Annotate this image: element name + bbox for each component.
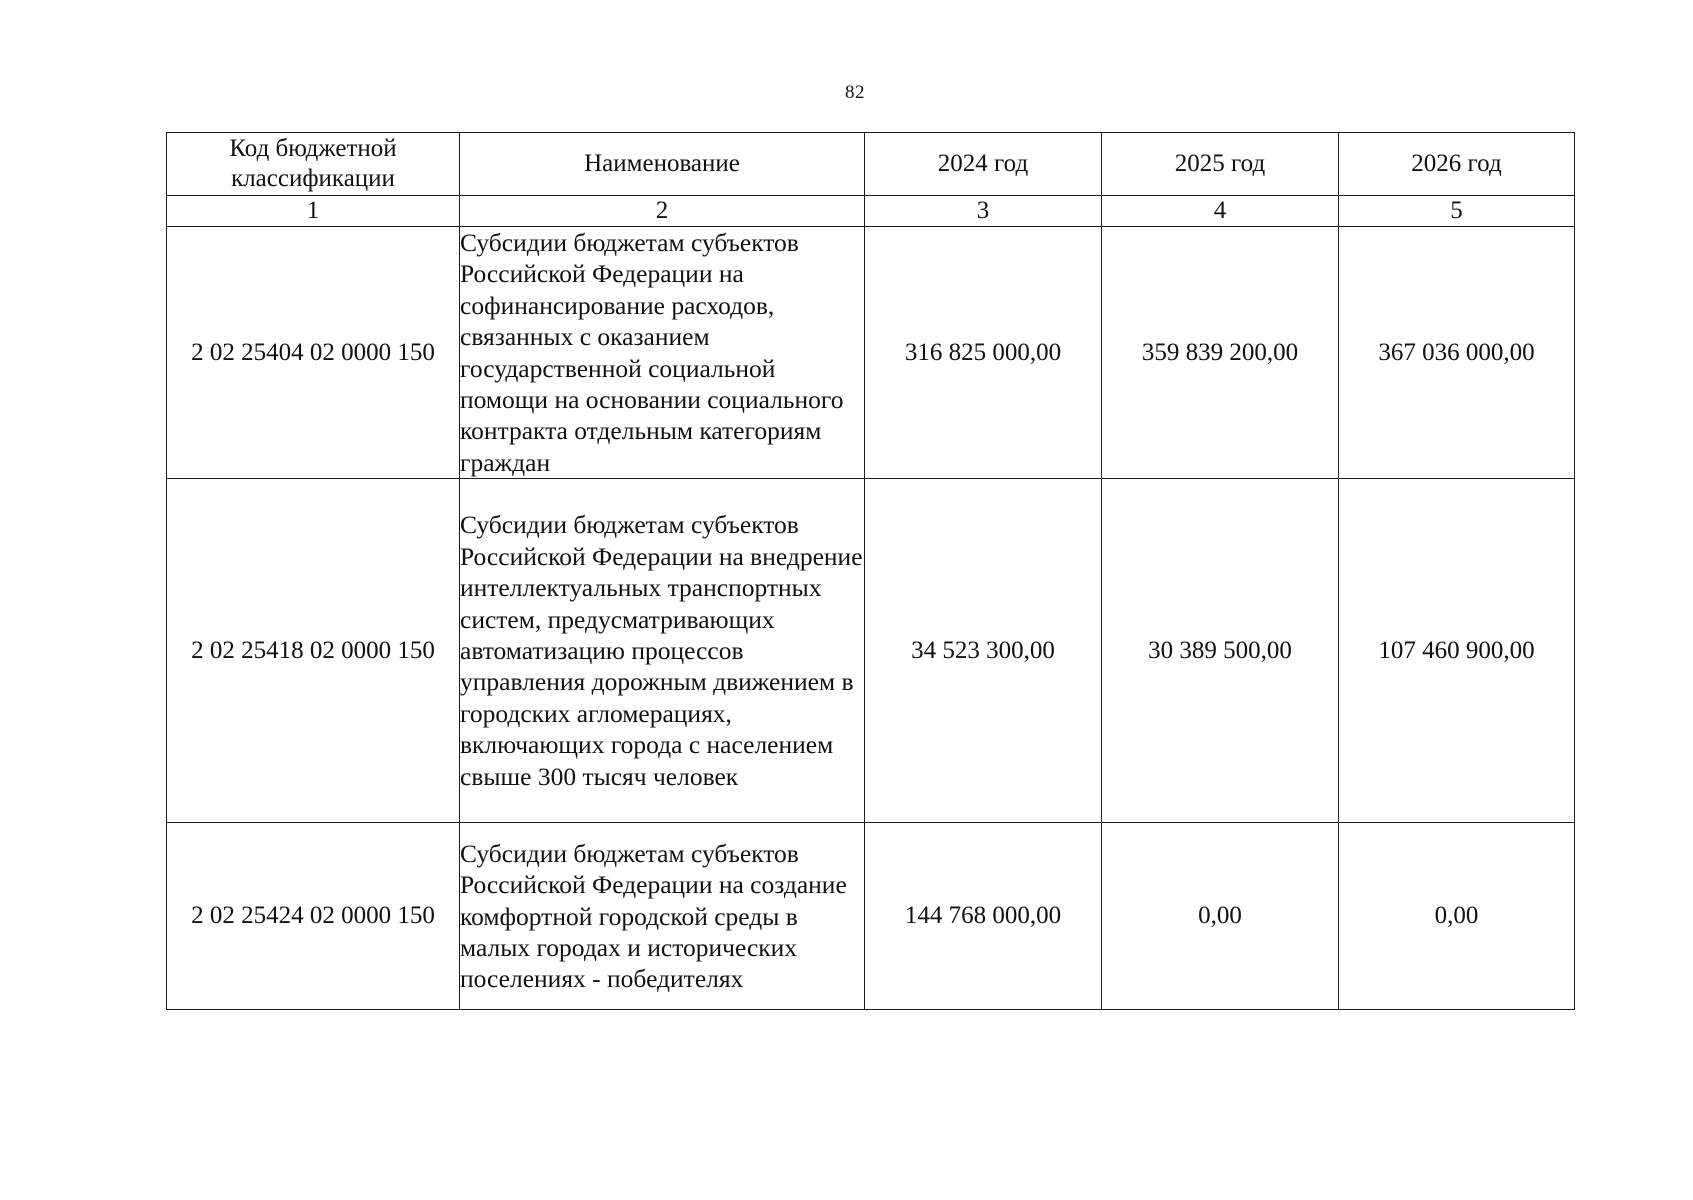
amount-2026-cell: 0,00 [1339,823,1575,1010]
name-cell: Субсидии бюджетам субъектов Российской Федерации на внедрение интеллектуальных транспортных систем, предусматривающих автоматизацию процессов управления дорожным движением в городских агломерациях, включающих города с населением свыше 300 тысяч человек [460,479,865,823]
column-number: 2 [460,196,865,227]
column-number: 5 [1339,196,1575,227]
table-row [167,227,1575,479]
header-2024: 2024 год [865,133,1102,196]
column-number-row [167,196,1575,227]
amount-2024-cell: 34 523 300,00 [865,479,1102,823]
name-cell: Субсидии бюджетам субъектов Российской Федерации на создание комфортной городской среды в малых городах и исторических поселениях - победителях [460,823,865,1010]
header-2025: 2025 год [1102,133,1339,196]
header-name: Наименование [460,133,865,196]
column-number: 1 [167,196,460,227]
column-number: 4 [1102,196,1339,227]
table-row [167,479,1575,823]
table-header-row [167,133,1575,196]
budget-code-cell: 2 02 25404 02 0000 150 [167,227,460,479]
amount-2026-cell: 367 036 000,00 [1339,227,1575,479]
amount-2025-cell: 0,00 [1102,823,1339,1010]
column-number: 3 [865,196,1102,227]
page-number: 82 [845,82,865,103]
amount-2026-cell: 107 460 900,00 [1339,479,1575,823]
amount-2025-cell: 359 839 200,00 [1102,227,1339,479]
budget-code-cell: 2 02 25424 02 0000 150 [167,823,460,1010]
name-cell: Субсидии бюджетам субъектов Российской Федерации на софинансирование расходов, связанных с оказанием государственной социальной помощи на основании социального контракта отдельным категориям граждан [460,227,865,479]
amount-2024-cell: 144 768 000,00 [865,823,1102,1010]
table-row [167,823,1575,1010]
header-code: Код бюджетной классификации [167,133,460,196]
header-2026: 2026 год [1339,133,1575,196]
budget-code-cell: 2 02 25418 02 0000 150 [167,479,460,823]
budget-table [166,132,1575,1010]
amount-2025-cell: 30 389 500,00 [1102,479,1339,823]
amount-2024-cell: 316 825 000,00 [865,227,1102,479]
